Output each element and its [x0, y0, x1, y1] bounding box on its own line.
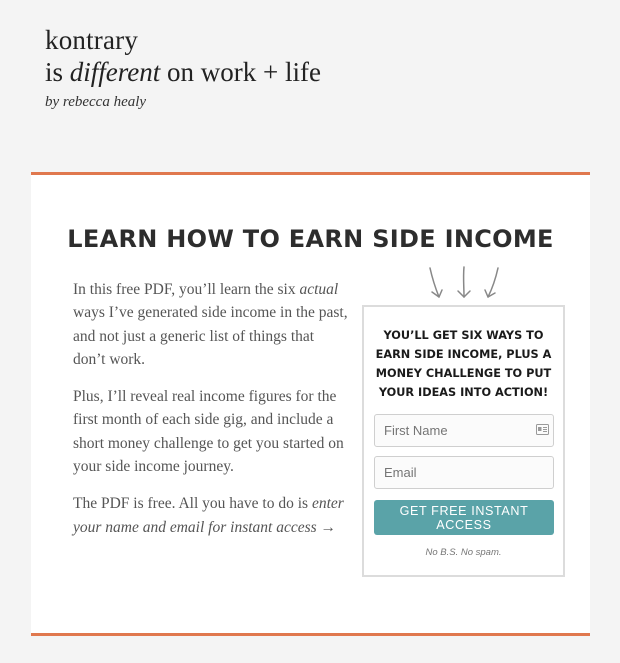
contact-card-icon — [536, 424, 549, 435]
optin-heading: YOU’LL GET SIX WAYS TO EARN SIDE INCOME, PLUS A MONEY CHALLENGE TO PUT YOUR IDEAS INTO ACTION! — [375, 329, 552, 399]
site-title[interactable]: kontrary — [45, 25, 139, 55]
byline: by rebecca healy — [45, 94, 147, 110]
body-copy — [73, 278, 348, 553]
cta-text-emphasis: enter your name and email for instant access → — [73, 495, 344, 536]
cta-text-pre: The PDF is free. All you have to do is — [73, 495, 312, 513]
optin-card — [31, 172, 590, 636]
cta-paragraph — [73, 492, 348, 539]
details-paragraph: Plus, I’ll reveal real income figures for the first month of each side gig, and include a short money challenge to get you started on your side income journey. — [73, 388, 344, 476]
site-tagline — [45, 56, 321, 88]
intro-paragraph — [73, 278, 348, 371]
tagline-emphasis: different — [69, 57, 161, 87]
page-headline: LEARN HOW TO EARN SIDE INCOME — [67, 225, 554, 253]
site-header — [45, 24, 321, 111]
down-arrows-icon — [424, 265, 504, 301]
intro-text-emphasis: actual — [299, 281, 339, 298]
intro-text-pre: In this free PDF, you’ll learn the six — [73, 281, 300, 298]
tagline-post: on work + life — [160, 57, 321, 87]
tagline-pre: is — [45, 57, 70, 87]
email-input[interactable] — [374, 456, 554, 489]
get-access-button[interactable]: GET FREE INSTANT ACCESS — [374, 500, 554, 535]
first-name-input[interactable] — [374, 414, 554, 447]
intro-text-post: ways I’ve generated side income in the past, and not just a generic list of things that don’t work. — [73, 304, 348, 368]
no-spam-note: No B.S. No spam. — [425, 547, 502, 558]
optin-form — [362, 305, 565, 577]
